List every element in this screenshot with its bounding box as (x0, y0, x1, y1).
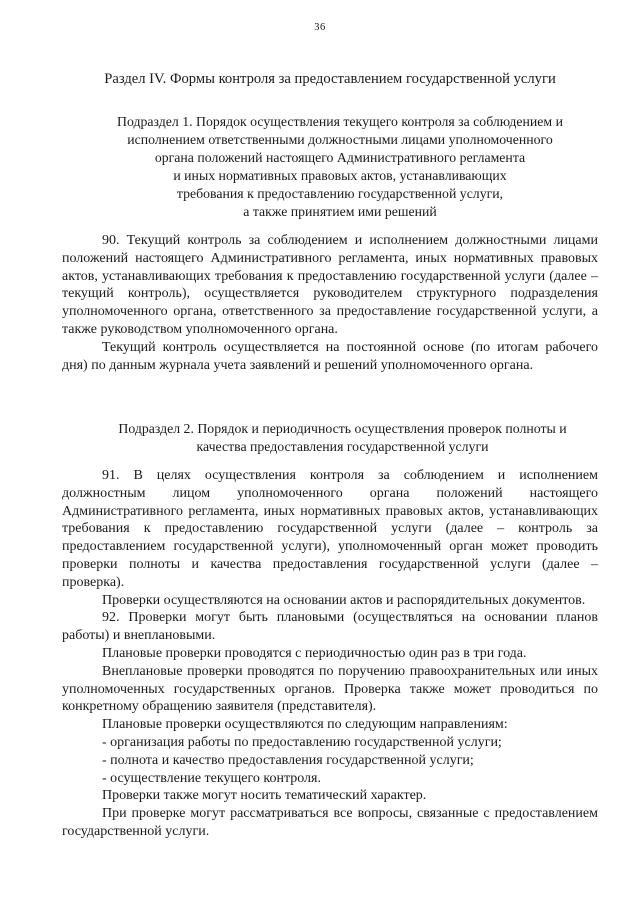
paragraph-92-unplanned: Внеплановые проверки проводятся по поручению правоохранительных или иных уполномоченных государственных органов. Проверка также может проводиться по конкретному обращению заявителя (представителя). (62, 663, 598, 715)
subsection-2-title-line: Подраздел 2. Порядок и периодичность осуществления проверок полноты и (118, 421, 567, 436)
paragraph-92-thematic: Проверки также могут носить тематический характер. (102, 788, 427, 804)
subsection-2-body (62, 467, 598, 841)
paragraph-92-questions: При проверке могут рассматриваться все вопросы, связанные с предоставлением государственной услуги. (62, 806, 598, 839)
subsection-1-title-line: а также принятием ими решений (243, 204, 437, 219)
subsection-1-title-line: требования к предоставлению государственной услуги, (176, 186, 504, 201)
section-title: Раздел IV. Формы контроля за предоставлением государственной услуги (104, 71, 556, 87)
list-item: - полнота и качество предоставления государственной услуги; (102, 752, 474, 768)
list-item: - организация работы по предоставлению государственной услуги; (102, 734, 502, 750)
paragraph-92-directions: Плановые проверки осуществляются по следующим направлениям: (102, 717, 508, 733)
subsection-1-title (90, 113, 590, 221)
subsection-1-title-line: и иных нормативных правовых актов, устанавливающих (173, 168, 507, 183)
subsection-1-title-line: Подраздел 1. Порядок осуществления текущего контроля за соблюдением и (117, 114, 563, 129)
subsection-1-title-line: исполнением ответственными должностными лицами уполномоченного (127, 132, 553, 147)
subsection-2-title-line: качества предоставления государственной услуги (196, 439, 489, 454)
page-number: 36 (314, 22, 326, 33)
paragraph-92-planned: Плановые проверки проводятся с периодичностью один раз в три года. (102, 645, 527, 661)
subsection-1-body (62, 232, 598, 374)
list-item: - осуществление текущего контроля. (102, 770, 321, 786)
paragraph-91-continued: Проверки осуществляются на основании актов и распорядительных документов. (102, 592, 586, 608)
paragraph-90-continued: Текущий контроль осуществляется на постоянной основе (по итогам рабочего дня) по данным журнала учета заявлений и решений уполномоченного органа. (62, 339, 598, 373)
paragraph-92: 92. Проверки могут быть плановыми (осуществляться на основании планов работы) и внеплановыми. (62, 610, 598, 644)
subsection-1-title-line: органа положений настоящего Административного регламента (154, 150, 526, 165)
paragraph-90: 90. Текущий контроль за соблюдением и исполнением должностными лицами положений настоящего Административного регламента, иных нормативных правовых актов, устанавливающих требования к предоставлению государственной услуги (далее – текущий контроль), осуществляется руководителем структурного подразделения уполномоченного органа, ответственного за предоставление государственной услуги, а также руководством уполномоченного органа. (62, 233, 598, 337)
subsection-2-title (80, 420, 605, 456)
paragraph-91: 91. В целях осуществления контроля за соблюдением и исполнением должностным лицом уполномоченного органа положений настоящего Административного регламента, иных нормативных правовых актов, устанавливающих требования к предоставлению государственной услуги (далее – контроль за предоставлением государственной услуги), уполномоченный орган может проводить проверки полноты и качества предоставления государственной услуги (далее – проверка). (62, 468, 598, 590)
